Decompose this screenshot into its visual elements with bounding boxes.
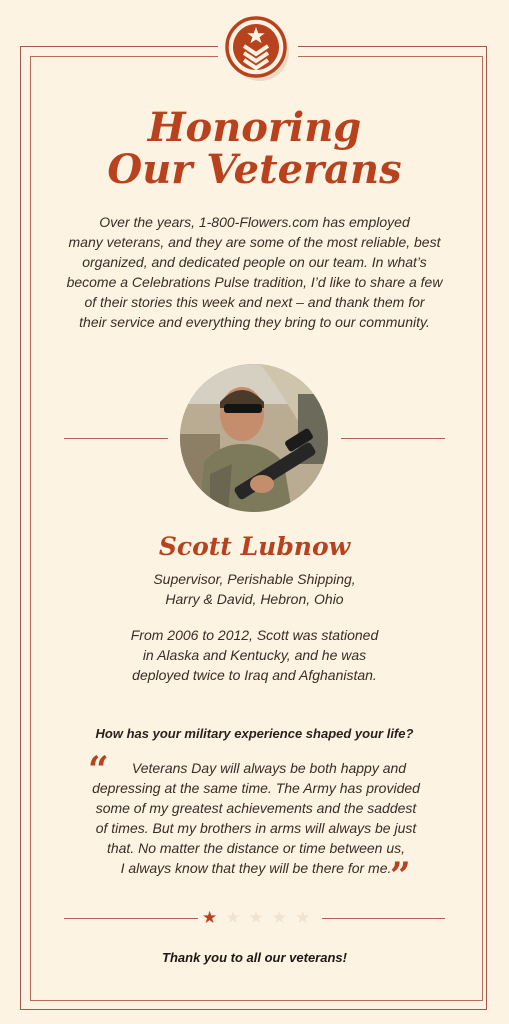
divider-left-top xyxy=(64,438,168,439)
intro-line: Over the years, 1-800-Flowers.com has employed xyxy=(99,214,410,230)
quote-line: I always know that they will be there for me. xyxy=(120,860,392,876)
star-empty-icon: ★ xyxy=(271,908,287,927)
page-title-line2: Our Veterans xyxy=(107,146,402,193)
quote-line: that. No matter the distance or time between us, xyxy=(106,840,406,856)
role-line: Harry & David, Hebron, Ohio xyxy=(165,591,344,607)
profile-name: Scott Lubnow xyxy=(158,532,351,561)
quote-line: some of my greatest achievements and the saddest xyxy=(95,800,417,816)
intro-line: of their stories this week and next – and thank them for xyxy=(84,294,425,310)
bio-line: deployed twice to Iraq and Afghanistan. xyxy=(132,667,377,683)
interview-question: How has your military experience shaped your life? xyxy=(95,726,414,741)
quote-line: Veterans Day will always be both happy and xyxy=(131,760,407,776)
bio-line: in Alaska and Kentucky, and he was xyxy=(142,647,367,663)
intro-line: their service and everything they bring to our community. xyxy=(79,314,430,330)
star-empty-icon: ★ xyxy=(248,908,264,927)
star-rating xyxy=(202,908,322,928)
star-empty-icon: ★ xyxy=(295,908,311,927)
profile-photo xyxy=(180,364,328,512)
intro-line: become a Celebrations Pulse tradition, I’d like to share a few xyxy=(66,274,443,290)
chevron-star-badge-icon xyxy=(225,16,291,82)
quote-line: of times. But my brothers in arms will always be just xyxy=(95,820,417,836)
profile-role xyxy=(100,569,409,609)
open-quote-icon: “ xyxy=(88,749,109,791)
divider-right-bottom xyxy=(322,918,445,919)
role-line: Supervisor, Perishable Shipping, xyxy=(153,571,356,587)
close-quote-icon: ” xyxy=(390,855,411,897)
star-empty-icon: ★ xyxy=(225,908,241,927)
thanks-message: Thank you to all our veterans! xyxy=(162,950,347,965)
quote-line: depressing at the same time. The Army has provided xyxy=(92,780,420,796)
profile-bio xyxy=(110,625,399,685)
intro-paragraph xyxy=(62,212,447,332)
star-filled-icon: ★ xyxy=(202,908,218,927)
divider-right-top xyxy=(341,438,445,439)
intro-line: many veterans, and they are some of the most reliable, best xyxy=(68,234,441,250)
quote-answer xyxy=(86,758,426,878)
bio-line: From 2006 to 2012, Scott was stationed xyxy=(130,627,379,643)
divider-left-bottom xyxy=(64,918,198,919)
intro-line: organized, and dedicated people on our team. In what’s xyxy=(82,254,427,270)
page-title-line1: Honoring xyxy=(147,104,362,151)
